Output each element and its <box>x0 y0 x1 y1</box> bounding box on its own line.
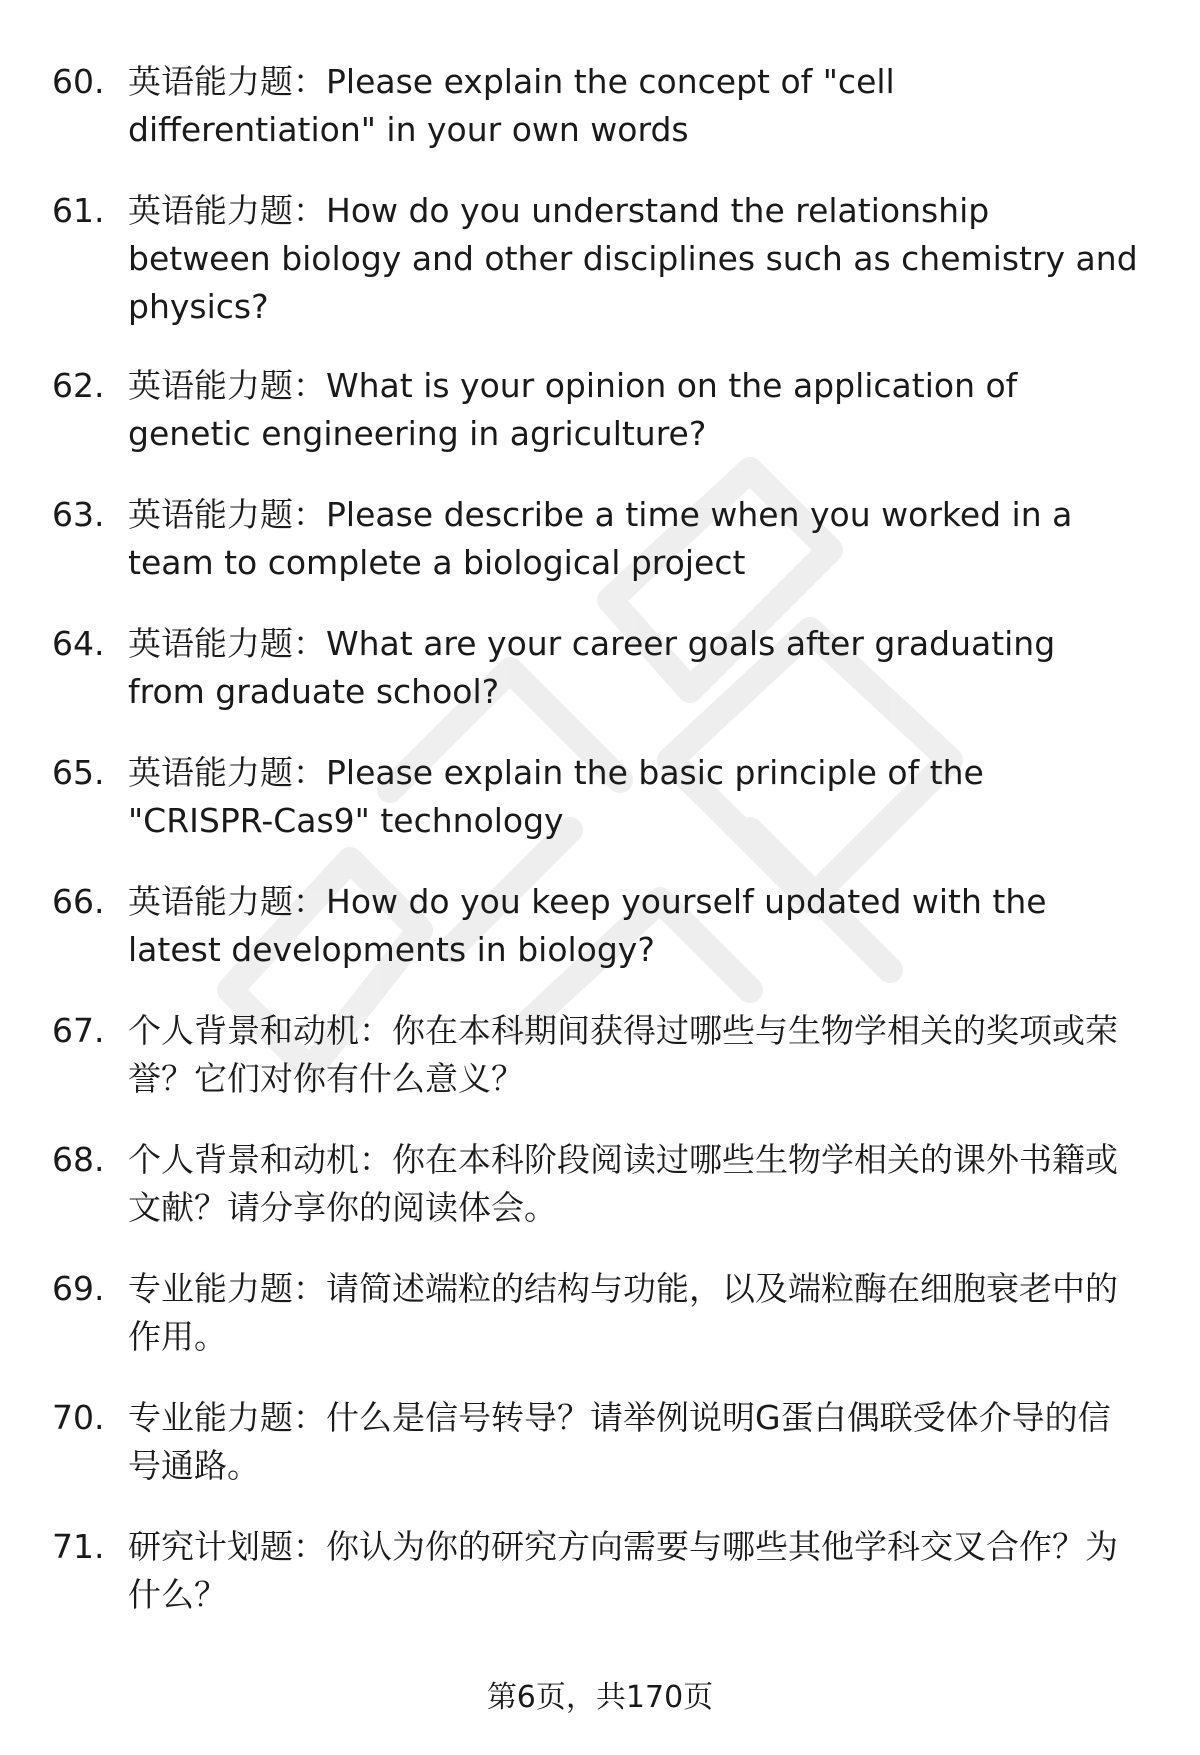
question-text: 个人背景和动机：你在本科期间获得过哪些与生物学相关的奖项或荣誉？它们对你有什么意义？ <box>128 1011 1118 1098</box>
question-text: 专业能力题：什么是信号转导？请举例说明G蛋白偶联受体介导的信号通路。 <box>128 1398 1111 1485</box>
question-text: 英语能力题：Please explain the concept of "cell differentiation" in your own words <box>128 62 895 149</box>
question-text: 英语能力题：What is your opinion on the application of genetic engineering in agriculture? <box>128 366 1018 453</box>
question-number: 63. <box>52 495 105 534</box>
list-item <box>52 1007 1152 1103</box>
list-item <box>52 878 1152 974</box>
list-item <box>52 362 1152 458</box>
question-number: 70. <box>52 1398 105 1437</box>
question-text: 英语能力题：Please describe a time when you worked in a team to complete a biological project <box>128 495 1073 582</box>
question-text: 英语能力题：How do you understand the relationship between biology and other disciplines such as chemistry and physics? <box>128 191 1138 326</box>
question-list <box>52 58 1152 1652</box>
question-number: 71. <box>52 1527 105 1566</box>
question-text: 个人背景和动机：你在本科阶段阅读过哪些生物学相关的课外书籍或文献？请分享你的阅读体会。 <box>128 1140 1118 1227</box>
question-number: 65. <box>52 753 105 792</box>
list-item <box>52 1136 1152 1232</box>
list-item <box>52 1394 1152 1490</box>
list-item <box>52 1265 1152 1361</box>
list-item <box>52 1523 1152 1619</box>
question-number: 66. <box>52 882 105 921</box>
page-footer: 第6页，共170页 <box>486 1680 714 1715</box>
question-number: 68. <box>52 1140 105 1179</box>
question-text: 英语能力题：What are your career goals after graduating from graduate school? <box>128 624 1056 711</box>
question-number: 60. <box>52 62 105 101</box>
question-number: 62. <box>52 366 105 405</box>
question-number: 61. <box>52 191 105 230</box>
question-number: 64. <box>52 624 105 663</box>
list-item <box>52 491 1152 587</box>
list-item <box>52 187 1152 331</box>
question-text: 研究计划题：你认为你的研究方向需要与哪些其他学科交叉合作？为什么？ <box>128 1527 1118 1614</box>
question-text: 英语能力题：How do you keep yourself updated with the latest developments in biology? <box>128 882 1047 969</box>
question-text: 专业能力题：请简述端粒的结构与功能，以及端粒酶在细胞衰老中的作用。 <box>128 1269 1118 1356</box>
question-number: 69. <box>52 1269 105 1308</box>
list-item <box>52 749 1152 845</box>
list-item <box>52 58 1152 154</box>
question-text: 英语能力题：Please explain the basic principle of the "CRISPR-Cas9" technology <box>128 753 984 840</box>
list-item <box>52 620 1152 716</box>
question-number: 67. <box>52 1011 105 1050</box>
